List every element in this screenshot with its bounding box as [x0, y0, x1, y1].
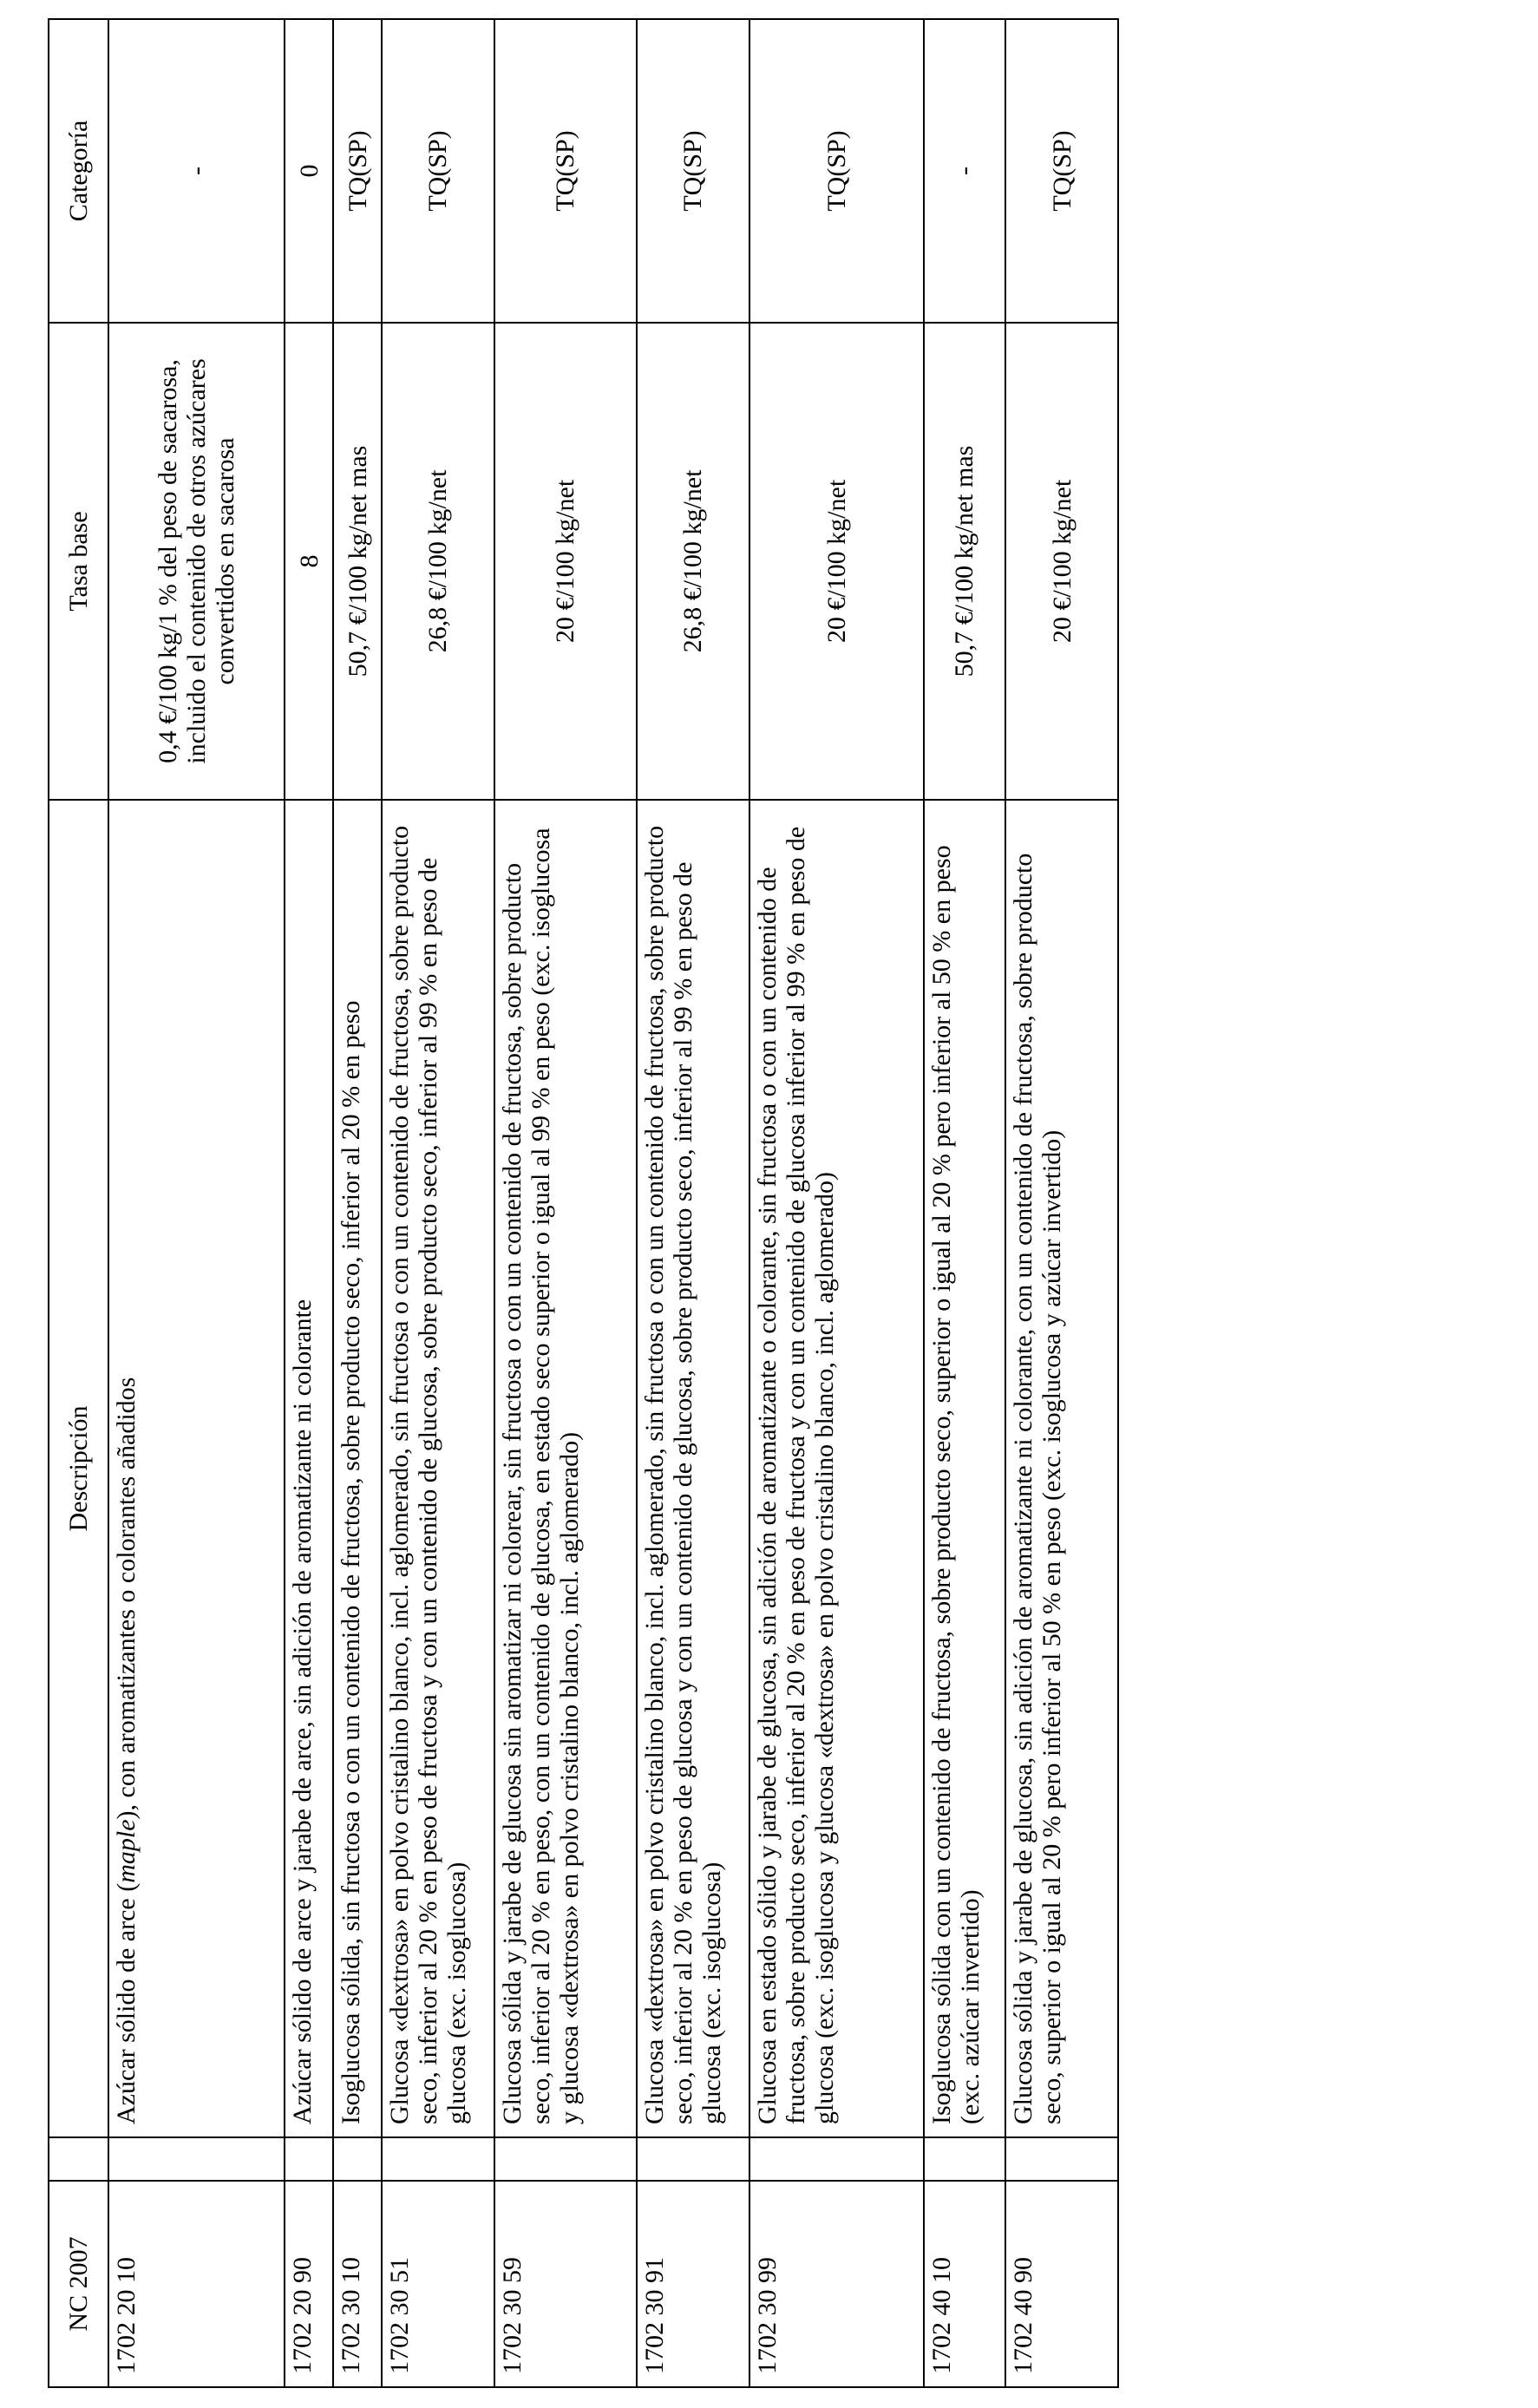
cell-categoria: TQ(SP) [333, 19, 381, 323]
table-row [924, 19, 1005, 2387]
cell-descripcion: Isoglucosa sólida con un contenido de fructosa, sobre producto seco, superior o igual al 20 % pero inferior al 50 % en peso (exc. azúcar invertido) [924, 800, 1005, 2137]
cell-tasa: 50,7 €/100 kg/net mas [333, 323, 381, 800]
cell-tasa: 20 €/100 kg/net [1005, 323, 1118, 800]
cell-tasa: 20 €/100 kg/net [494, 323, 637, 800]
table-row [637, 19, 749, 2387]
desc-text: Azúcar sólido de arce ( [111, 1882, 141, 2124]
cell-descripcion [108, 800, 285, 2137]
cell-descripcion: Glucosa «dextrosa» en polvo cristalino blanco, incl. aglomerado, sin fructosa o con un contenido de fructosa, sobre producto seco, inferior al 20 % en peso de fructosa y con un contenido de glucosa, sobre producto seco, inferior al 99 % en peso de glucosa (exc. isoglucosa) [382, 800, 494, 2137]
cell-tasa: 8 [285, 323, 334, 800]
cell-categoria: TQ(SP) [494, 19, 637, 323]
cell-descripcion: Glucosa sólida y jarabe de glucosa sin aromatizar ni colorear, sin fructosa o con un contenido de fructosa, sobre producto seco, inferior al 20 % en peso, con un contenido de glucosa, en estado seco superior o igual al 99 % en peso (exc. isoglucosa y glucosa «dextrosa» en polvo cristalino blanco, incl. aglomerado) [494, 800, 637, 2137]
desc-text: ), con aromatizantes o colorantes añadidos [111, 1377, 141, 1820]
cell-tasa: 50,7 €/100 kg/net mas [924, 323, 1005, 800]
cell-categoria: TQ(SP) [1005, 19, 1118, 323]
cell-tasa: 26,8 €/100 kg/net [382, 323, 494, 800]
table-row [749, 19, 924, 2387]
rotated-page [48, 20, 1119, 2388]
cell-nc: 1702 20 10 [108, 2181, 285, 2387]
cell-descripcion: Glucosa en estado sólido y jarabe de glucosa, sin adición de aromatizante o colorante, sin fructosa o con un contenido de fructosa, sobre producto seco, inferior al 20 % en peso de fructosa y con un contenido de glucosa inferior al 99 % en peso de glucosa (exc. isoglucosa y glucosa «dextrosa» en polvo cristalino blanco, incl. aglomerado) [749, 800, 924, 2137]
cell-gap [494, 2137, 637, 2181]
cell-gap [108, 2137, 285, 2181]
cell-categoria: TQ(SP) [749, 19, 924, 323]
header-nc: NC 2007 [49, 2181, 108, 2387]
desc-italic: maple [111, 1819, 141, 1883]
cell-gap [924, 2137, 1005, 2181]
cell-categoria: 0 [285, 19, 334, 323]
cell-nc: 1702 30 91 [637, 2181, 749, 2387]
cell-descripcion: Isoglucosa sólida, sin fructosa o con un contenido de fructosa, sobre producto seco, inferior al 20 % en peso [333, 800, 381, 2137]
cell-nc: 1702 30 59 [494, 2181, 637, 2387]
header-gap [49, 2137, 108, 2181]
cell-categoria: TQ(SP) [382, 19, 494, 323]
cell-gap [333, 2137, 381, 2181]
cell-gap [285, 2137, 334, 2181]
cell-tasa: 26,8 €/100 kg/net [637, 323, 749, 800]
table-row [285, 19, 334, 2387]
header-descripcion: Descripción [49, 800, 108, 2137]
cell-categoria: - [924, 19, 1005, 323]
tariff-table [48, 18, 1119, 2388]
cell-gap [749, 2137, 924, 2181]
header-categoria: Categoría [49, 19, 108, 323]
header-tasa: Tasa base [49, 323, 108, 800]
cell-nc: 1702 30 99 [749, 2181, 924, 2387]
cell-nc: 1702 30 10 [333, 2181, 381, 2387]
table-row [333, 19, 381, 2387]
cell-categoria: - [108, 19, 285, 323]
table-row [382, 19, 494, 2387]
cell-categoria: TQ(SP) [637, 19, 749, 323]
cell-gap [382, 2137, 494, 2181]
cell-descripcion: Azúcar sólido de arce y jarabe de arce, sin adición de aromatizante ni colorante [285, 800, 334, 2137]
cell-gap [1005, 2137, 1118, 2181]
cell-descripcion: Glucosa «dextrosa» en polvo cristalino blanco, incl. aglomerado, sin fructosa o con un contenido de fructosa, sobre producto seco, inferior al 20 % en peso de glucosa y con un contenido de glucosa, sobre producto seco, inferior al 99 % en peso de glucosa (exc. isoglucosa) [637, 800, 749, 2137]
table-row [108, 19, 285, 2387]
table-row [494, 19, 637, 2387]
table-row [1005, 19, 1118, 2387]
cell-descripcion: Glucosa sólida y jarabe de glucosa, sin adición de aromatizante ni colorante, con un contenido de fructosa, sobre producto seco, superior o igual al 20 % pero inferior al 50 % en peso (exc. isoglucosa y azúcar invertido) [1005, 800, 1118, 2137]
cell-nc: 1702 40 90 [1005, 2181, 1118, 2387]
cell-nc: 1702 30 51 [382, 2181, 494, 2387]
cell-tasa: 0,4 €/100 kg/1 % del peso de sacarosa, incluido el contenido de otros azúcares convertidos en sacarosa [108, 323, 285, 800]
cell-nc: 1702 40 10 [924, 2181, 1005, 2387]
cell-gap [637, 2137, 749, 2181]
header-row [49, 19, 108, 2387]
cell-tasa: 20 €/100 kg/net [749, 323, 924, 800]
cell-nc: 1702 20 90 [285, 2181, 334, 2387]
